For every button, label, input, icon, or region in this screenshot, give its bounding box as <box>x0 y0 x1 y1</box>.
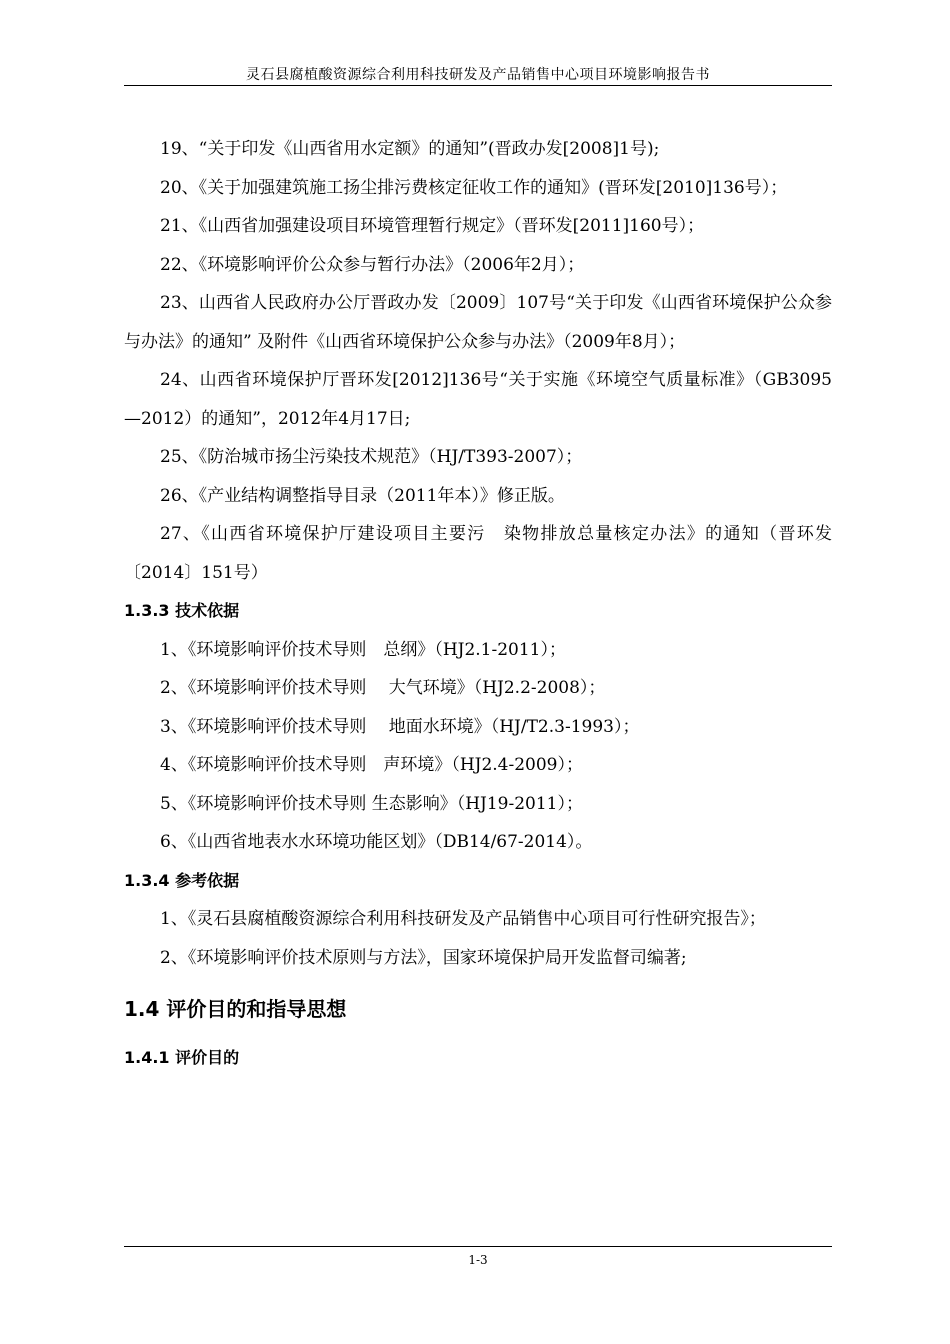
technical-basis-item: 4、《环境影响评价技术导则 声环境》（HJ2.4-2009）； <box>160 755 583 775</box>
law-item: 25、《防治城市扬尘污染技术规范》（HJ/T393-2007）； <box>160 447 583 467</box>
section-heading-1-3-3: 1.3.3 技术依据 <box>124 601 240 620</box>
section-heading-1-3-4: 1.3.4 参考依据 <box>124 870 240 890</box>
law-item: 21、《山西省加强建设项目环境管理暂行规定》（晋环发[2011]160号）； <box>160 216 705 236</box>
technical-basis-item: 1、《环境影响评价技术导则 总纲》（HJ2.1-2011）； <box>160 639 566 660</box>
reference-item: 2、《环境影响评价技术原则与方法》，国家环境保护局开发监督司编著; <box>160 947 687 968</box>
running-header: 灵石县腐植酸资源综合利用科技研发及产品销售中心项目环境影响报告书 <box>246 67 710 83</box>
section-heading-1-4-1: 1.4.1 评价目的 <box>124 1048 240 1067</box>
reference-item: 1、《灵石县腐植酸资源综合利用科技研发及产品销售中心项目可行性研究报告》； <box>160 909 766 929</box>
law-item: 26、《产业结构调整指导目录（2011年本）》修正版。 <box>160 485 565 506</box>
law-item: 24、山西省环境保护厅晋环发[2012]136号“关于实施《环境空气质量标准》（GB3095—2012）的通知”，2012年4月17日; <box>124 370 832 429</box>
page-body <box>124 130 832 1078</box>
technical-basis-item: 3、《环境影响评价技术导则 地面水环境》（HJ/T2.3-1993）； <box>160 716 640 737</box>
law-item: 23、山西省人民政府办公厅晋政办发〔2009〕107号“关于印发《山西省环境保护公众参与办法》的通知” 及附件《山西省环境保护公众参与办法》（2009年8月）； <box>124 293 832 352</box>
footer-rule <box>124 1246 832 1247</box>
technical-basis-item: 5、《环境影响评价技术导则 生态影响》（HJ19-2011）； <box>160 793 583 814</box>
law-item: 22、《环境影响评价公众参与暂行办法》（2006年2月）； <box>160 254 585 275</box>
section-heading-1-4: 1.4 评价目的和指导思想 <box>124 997 347 1021</box>
law-item: 20、《关于加强建筑施工扬尘排污费核定征收工作的通知》(晋环发[2010]136号）； <box>160 177 788 198</box>
technical-basis-item: 2、《环境影响评价技术导则 大气环境》（HJ2.2-2008）； <box>160 678 606 698</box>
page-number: 1-3 <box>468 1253 488 1267</box>
header-rule <box>124 85 832 86</box>
law-item: 27、《山西省环境保护厅建设项目主要污 染物排放总量核定办法》的通知（晋环发〔2014〕151号） <box>124 524 832 583</box>
technical-basis-item: 6、《山西省地表水水环境功能区划》（DB14/67-2014）。 <box>160 832 593 852</box>
law-item: 19、“关于印发《山西省用水定额》的通知”(晋政办发[2008]1号); <box>160 139 660 159</box>
